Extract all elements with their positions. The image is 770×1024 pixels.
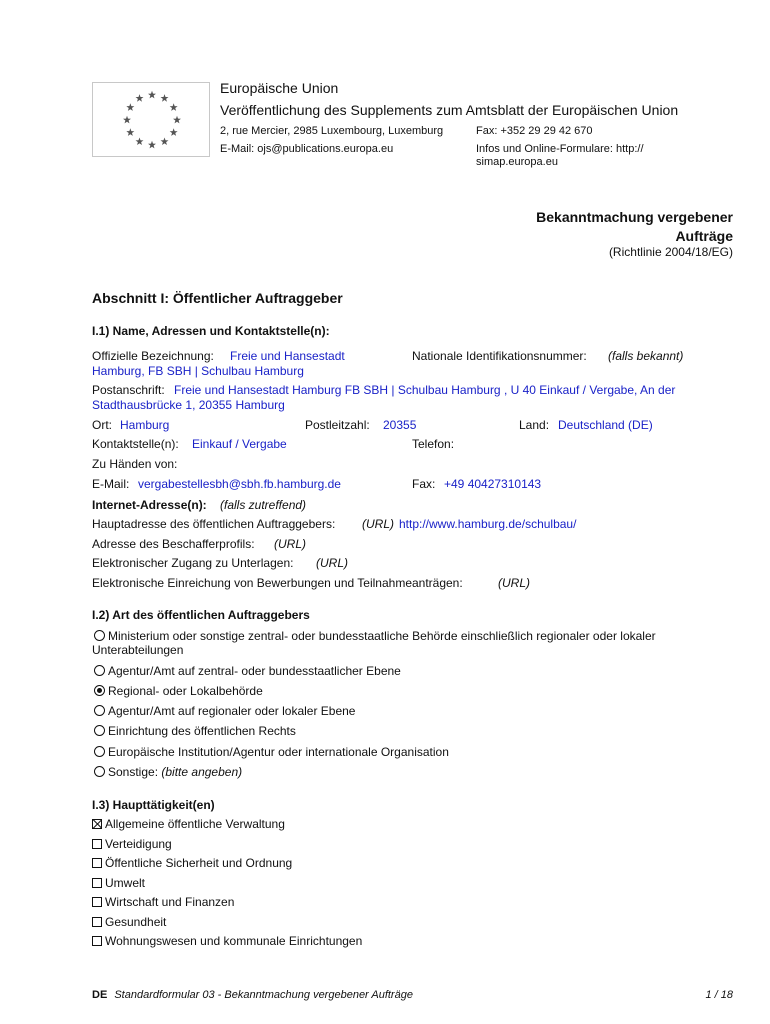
- star-icon: [136, 94, 144, 102]
- checkbox-icon[interactable]: [92, 878, 102, 888]
- option-sonstige[interactable]: [94, 765, 242, 779]
- fax-label: Fax:: [412, 477, 436, 491]
- option-label: Agentur/Amt auf zentral- oder bundesstaatlicher Ebene: [108, 664, 401, 678]
- checkbox-item[interactable]: [92, 895, 234, 909]
- option-note: (bitte angeben): [161, 765, 243, 779]
- checkbox-item[interactable]: [92, 817, 285, 831]
- option-agentur-regional[interactable]: [94, 704, 355, 718]
- option-agentur-zentral[interactable]: [94, 664, 401, 678]
- beschaffer-note: (URL): [274, 537, 306, 551]
- option-label-cont: Unterabteilungen: [92, 643, 184, 657]
- star-icon: [148, 91, 156, 99]
- plz-label: Postleitzahl:: [305, 418, 370, 432]
- option-ministerium[interactable]: [94, 629, 656, 643]
- star-icon: [136, 137, 144, 145]
- checkbox-label: Wohnungswesen und kommunale Einrichtungen: [105, 934, 363, 948]
- checkbox-checked-icon[interactable]: [92, 819, 102, 829]
- checkbox-icon[interactable]: [92, 858, 102, 868]
- header-fax: Fax: +352 29 29 42 670: [476, 125, 593, 137]
- official-name-value-1: Freie und Hansestadt: [230, 349, 345, 363]
- radio-icon[interactable]: [94, 746, 105, 757]
- land-label: Land:: [519, 418, 550, 432]
- radio-icon[interactable]: [94, 630, 105, 641]
- option-einrichtung[interactable]: [94, 724, 296, 738]
- star-icon: [173, 116, 181, 124]
- star-icon: [170, 128, 178, 136]
- checkbox-icon[interactable]: [92, 936, 102, 946]
- telefon-label: Telefon:: [412, 437, 455, 451]
- option-label: Europäische Institution/Agentur oder internationale Organisation: [108, 745, 449, 759]
- checkbox-item[interactable]: [92, 837, 172, 851]
- radio-icon[interactable]: [94, 725, 105, 736]
- haupt-url-note: (URL): [362, 517, 394, 531]
- option-eu-institution[interactable]: [94, 745, 449, 759]
- zugang-note: (URL): [316, 556, 348, 570]
- official-name-value-2: Hamburg, FB SBH | Schulbau Hamburg: [92, 364, 304, 378]
- haupt-label: Hauptadresse des öffentlichen Auftraggebers:: [92, 517, 336, 531]
- postal-value-1: Freie und Hansestadt Hamburg FB SBH | Schulbau Hamburg , U 40 Einkauf / Vergabe, An der: [174, 383, 676, 397]
- eu-logo: [92, 82, 210, 157]
- option-label: Sonstige:: [108, 765, 159, 779]
- header-email: E-Mail: ojs@publications.europa.eu: [220, 143, 394, 155]
- star-icon: [170, 103, 178, 111]
- checkbox-label: Öffentliche Sicherheit und Ordnung: [105, 856, 293, 870]
- official-name-label: Offizielle Bezeichnung:: [92, 349, 214, 363]
- star-icon: [123, 116, 131, 124]
- postal-value-2: Stadthausbrücke 1, 20355 Hamburg: [92, 398, 285, 412]
- checkbox-item[interactable]: [92, 876, 145, 890]
- internet-note: (falls zutreffend): [220, 498, 307, 512]
- star-icon: [148, 141, 156, 149]
- radio-selected-icon[interactable]: [94, 685, 105, 696]
- title-line1: Bekanntmachung vergebener: [536, 209, 733, 225]
- ort-value: Hamburg: [120, 418, 170, 432]
- checkbox-label: Verteidigung: [105, 837, 172, 851]
- footer-page: 1 / 18: [705, 989, 733, 1001]
- title-directive: (Richtlinie 2004/18/EG): [608, 245, 733, 259]
- checkbox-icon[interactable]: [92, 839, 102, 849]
- fax-value: +49 40427310143: [444, 477, 542, 491]
- option-label: Agentur/Amt auf regionaler oder lokaler Ebene: [108, 704, 356, 718]
- einreichung-label: Elektronische Einreichung von Bewerbungen und Teilnahmeanträgen:: [92, 576, 463, 590]
- kontakt-value: Einkauf / Vergabe: [192, 437, 287, 451]
- checkbox-icon[interactable]: [92, 897, 102, 907]
- option-regional[interactable]: [94, 684, 263, 698]
- checkbox-icon[interactable]: [92, 917, 102, 927]
- option-label: Ministerium oder sonstige zentral- oder bundesstaatliche Behörde einschließlich regionaler oder lokaler: [108, 629, 656, 643]
- i2-heading: I.2) Art des öffentlichen Auftraggebers: [92, 608, 310, 622]
- checkbox-label: Allgemeine öffentliche Verwaltung: [105, 817, 285, 831]
- option-label: Regional- oder Lokalbehörde: [108, 684, 263, 698]
- checkbox-item[interactable]: [92, 934, 362, 948]
- footer-lang: DE: [92, 989, 108, 1001]
- national-id-label: Nationale Identifikationsnummer:: [412, 349, 587, 363]
- star-icon: [126, 103, 134, 111]
- haupt-url-link[interactable]: http://www.hamburg.de/schulbau/: [399, 517, 577, 531]
- header-supplement: Veröffentlichung des Supplements zum Amtsblatt der Europäischen Union: [220, 102, 679, 118]
- radio-icon[interactable]: [94, 766, 105, 777]
- checkbox-item[interactable]: [92, 915, 166, 929]
- checkbox-item[interactable]: [92, 856, 292, 870]
- header-org: Europäische Union: [220, 80, 339, 96]
- footer-form-title: Standardformular 03 - Bekanntmachung vergebener Aufträge: [114, 989, 413, 1001]
- checkbox-label: Umwelt: [105, 876, 146, 890]
- kontakt-label: Kontaktstelle(n):: [92, 437, 179, 451]
- star-icon: [161, 137, 169, 145]
- zugang-label: Elektronischer Zugang zu Unterlagen:: [92, 556, 294, 570]
- radio-icon[interactable]: [94, 665, 105, 676]
- email-value[interactable]: vergabestellesbh@sbh.fb.hamburg.de: [138, 477, 341, 491]
- title-line2: Aufträge: [675, 228, 733, 244]
- plz-value: 20355: [383, 418, 417, 432]
- national-id-note: (falls bekannt): [608, 349, 684, 363]
- option-label: Einrichtung des öffentlichen Rechts: [108, 724, 296, 738]
- checkbox-label: Gesundheit: [105, 915, 167, 929]
- eu-stars-icon: [93, 83, 211, 158]
- section-heading: Abschnitt I: Öffentlicher Auftraggeber: [92, 290, 343, 306]
- radio-icon[interactable]: [94, 705, 105, 716]
- beschaffer-label: Adresse des Beschafferprofils:: [92, 537, 255, 551]
- internet-label: Internet-Adresse(n):: [92, 498, 207, 512]
- einreichung-note: (URL): [498, 576, 530, 590]
- header-address: 2, rue Mercier, 2985 Luxembourg, Luxemburg: [220, 125, 444, 137]
- email-label: E-Mail:: [92, 477, 130, 491]
- zu-haenden-label: Zu Händen von:: [92, 457, 178, 471]
- footer-form: [92, 989, 413, 1001]
- i3-heading: I.3) Haupttätigkeit(en): [92, 798, 215, 812]
- land-value: Deutschland (DE): [558, 418, 653, 432]
- ort-label: Ort:: [92, 418, 112, 432]
- header-infos-line1: Infos und Online-Formulare: http://: [476, 143, 644, 155]
- checkbox-label: Wirtschaft und Finanzen: [105, 895, 235, 909]
- star-icon: [126, 128, 134, 136]
- header-infos-line2: simap.europa.eu: [476, 156, 558, 168]
- i1-heading: I.1) Name, Adressen und Kontaktstelle(n):: [92, 324, 330, 338]
- postal-label: Postanschrift:: [92, 383, 165, 397]
- star-icon: [161, 94, 169, 102]
